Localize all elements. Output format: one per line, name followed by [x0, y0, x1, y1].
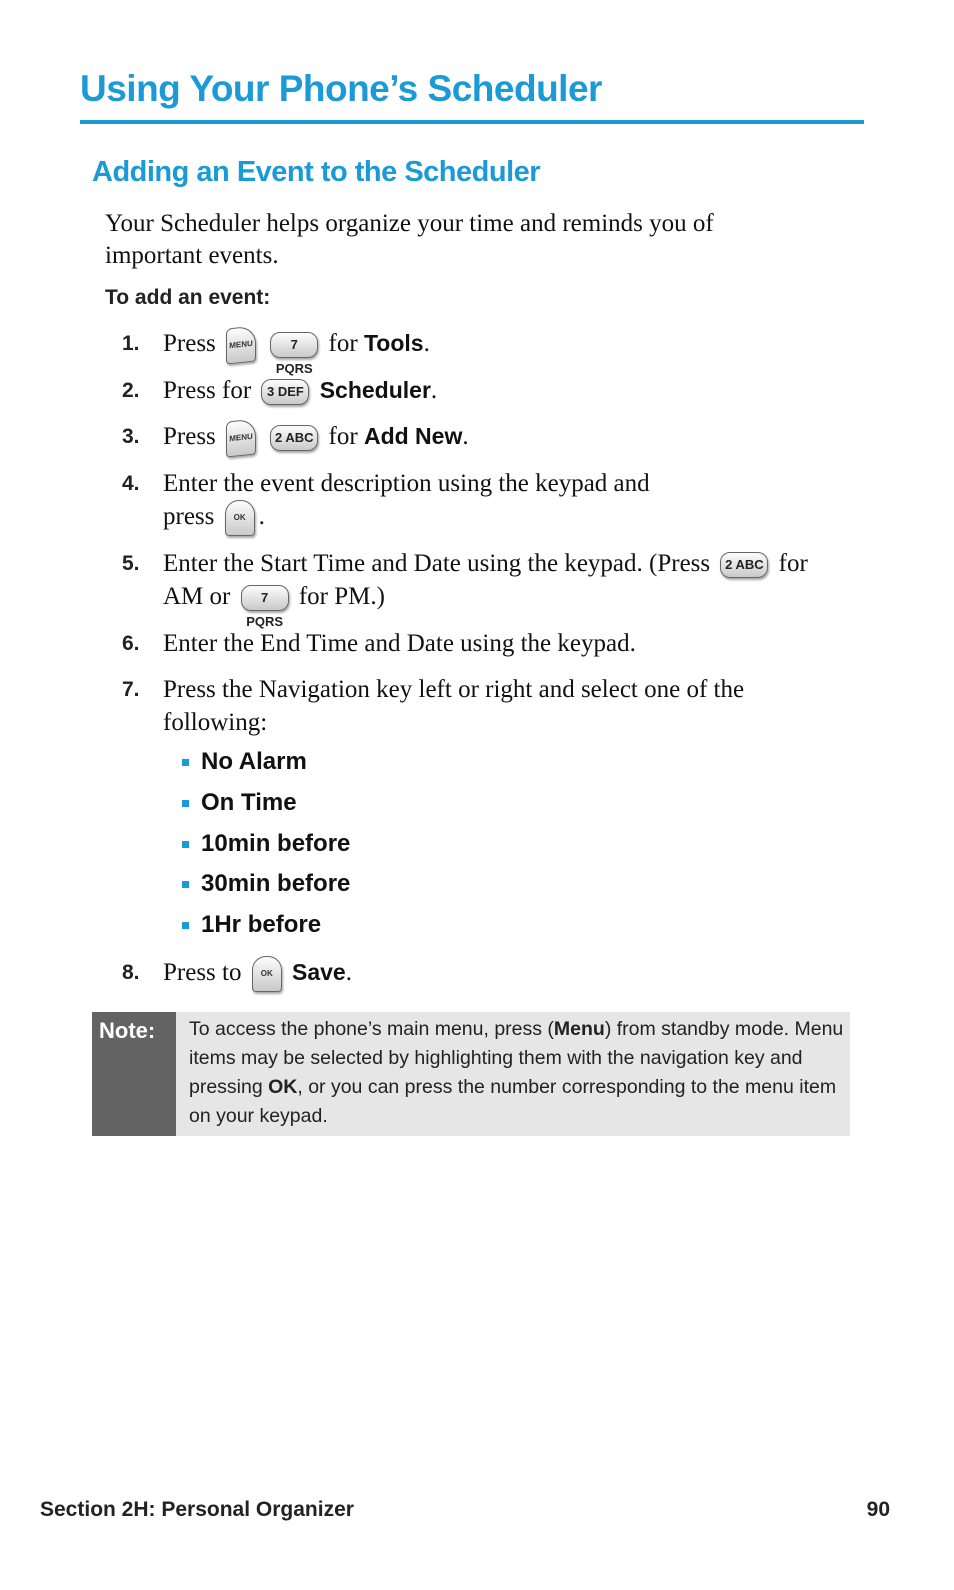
step-end: . [462, 423, 469, 450]
note-text-part: , or you can press the number corresponding to the menu item on your keypad. [189, 1076, 837, 1127]
alarm-option: On Time [201, 789, 297, 816]
step-text: Press [163, 423, 216, 450]
step-text: Enter the Start Time and Date using the keypad. (Press [163, 550, 711, 577]
footer-section: Section 2H: Personal Organizer [40, 1498, 354, 1521]
step-text: Press for [163, 377, 252, 404]
list-item [182, 911, 321, 939]
note-text [189, 1015, 845, 1131]
menu-key-icon: MENU [226, 326, 256, 365]
bullet-square-icon [182, 841, 189, 848]
step-number: 8. [122, 961, 140, 984]
step-text: for [328, 330, 358, 357]
step-end: . [258, 503, 265, 530]
step-text: AM or [163, 583, 231, 610]
step-text: for [778, 550, 808, 577]
step-text: following: [163, 709, 268, 736]
step-end: . [423, 330, 430, 357]
step-text: Press [163, 330, 216, 357]
title-rule [80, 120, 864, 124]
step-number: 1. [122, 332, 140, 355]
menu-target: Tools [363, 330, 424, 356]
step-end: . [430, 377, 438, 404]
step-number: 4. [122, 472, 140, 495]
list-item [182, 870, 350, 898]
step-number: 3. [122, 425, 140, 448]
step-text: press [163, 503, 215, 530]
section-subtitle: Adding an Event to the Scheduler [92, 156, 541, 188]
step-number: 6. [122, 632, 140, 655]
note-text-part: To access the phone’s main menu, press ( [189, 1018, 554, 1040]
note-text-part: ) from standby mode. Menu items may be selected by highlighting them with the navigation key and pressing [189, 1018, 844, 1098]
step-number: 7. [122, 678, 140, 701]
bullet-square-icon [182, 800, 189, 807]
list-item [182, 789, 297, 817]
key-7-icon: 7 PQRS [270, 332, 318, 358]
note-label: Note: [92, 1012, 176, 1136]
intro-paragraph: Your Scheduler helps organize your time and reminds you of important events. [105, 210, 714, 269]
step-text: Enter the End Time and Date using the keypad. [163, 630, 636, 657]
note-ok-term: OK [268, 1076, 298, 1098]
list-item [182, 748, 307, 776]
step-text: Press to [163, 959, 242, 986]
key-7-icon: 7 PQRS [241, 585, 289, 611]
step-text: for PM.) [298, 583, 385, 610]
list-item [182, 830, 350, 858]
menu-target: Save [291, 959, 346, 985]
menu-target: Add New [363, 423, 463, 449]
menu-key-icon: MENU [226, 419, 256, 458]
menu-target: Scheduler [319, 377, 431, 403]
note-box [92, 1012, 850, 1136]
alarm-option: 30min before [201, 870, 351, 897]
alarm-option: 10min before [201, 830, 351, 857]
step-end: . [345, 959, 352, 986]
alarm-option: No Alarm [201, 748, 307, 775]
step-number: 5. [122, 552, 140, 575]
note-menu-term: Menu [553, 1018, 605, 1040]
page-title: Using Your Phone’s Scheduler [80, 68, 602, 109]
ok-key-icon: OK [252, 956, 282, 992]
key-3-icon: 3 DEF [261, 379, 309, 405]
step-text: Press the Navigation key left or right and select one of the [163, 676, 745, 703]
step-number: 2. [122, 379, 140, 402]
page-number: 90 [866, 1498, 890, 1521]
alarm-option: 1Hr before [201, 911, 322, 938]
key-2-icon: 2 ABC [720, 552, 768, 578]
step-text: Enter the event description using the keypad and [163, 470, 650, 497]
to-add-heading: To add an event: [105, 286, 271, 309]
bullet-square-icon [182, 881, 189, 888]
ok-key-icon: OK [225, 500, 255, 536]
bullet-square-icon [182, 759, 189, 766]
bullet-square-icon [182, 922, 189, 929]
step-text: for [328, 423, 358, 450]
key-2-icon: 2 ABC [270, 425, 318, 451]
